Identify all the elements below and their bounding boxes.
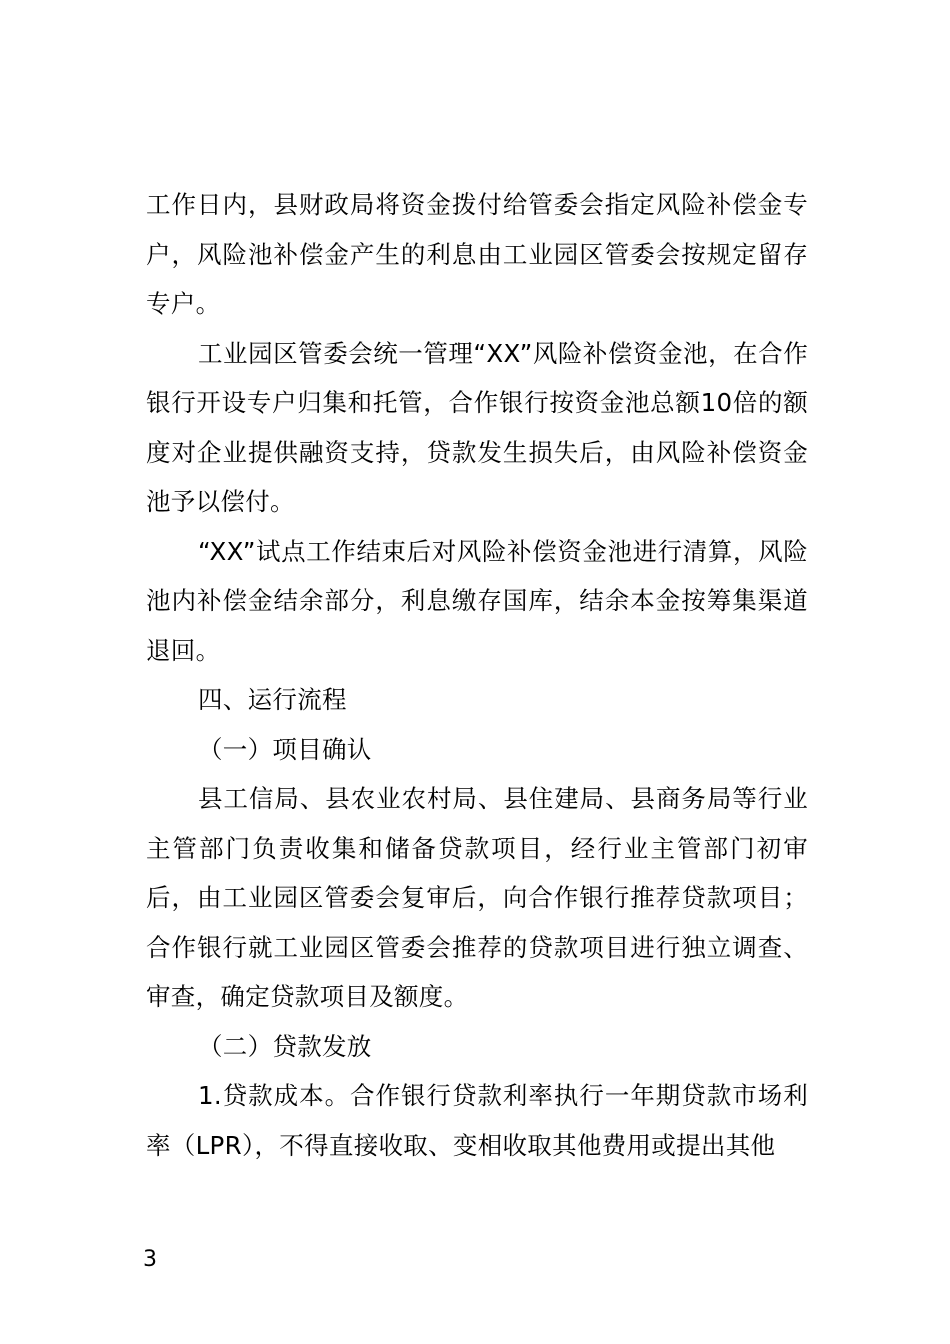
- paragraph-loan-cost: 1.贷款成本。合作银行贷款利率执行一年期贷款市场利率（LPR），不得直接收取、变相收取其他费用或提出其他: [146, 1081, 808, 1160]
- document-body: [146, 180, 808, 1170]
- section-heading-operation-process: 四、运行流程: [198, 685, 347, 714]
- subsection-heading-project-confirmation: （一）项目确认: [198, 734, 372, 764]
- paragraph-pool-liquidation: “XX”试点工作结束后对风险补偿资金池进行清算，风险池内补偿金结余部分，利息缴存国库，结余本金按筹集渠道退回。: [146, 536, 808, 665]
- paragraph-fund-transfer: 工作日内，县财政局将资金拨付给管委会指定风险补偿金专户，风险池补偿金产生的利息由工业园区管委会按规定留存专户。: [146, 190, 808, 318]
- paragraph-fund-pool-management: 工业园区管委会统一管理“XX”风险补偿资金池，在合作银行开设专户归集和托管，合作银行按资金池总额10倍的额度对企业提供融资支持，贷款发生损失后，由风险补偿资金池予以偿付。: [146, 338, 808, 516]
- paragraph-project-confirmation: 县工信局、县农业农村局、县住建局、县商务局等行业主管部门负责收集和储备贷款项目，经行业主管部门初审后，由工业园区管委会复审后，向合作银行推荐贷款项目；合作银行就工业园区管委会推荐的贷款项目进行独立调查、审查，确定贷款项目及额度。: [146, 784, 808, 1011]
- page-number: 3: [143, 1247, 157, 1272]
- subsection-heading-loan-issuance: （二）贷款发放: [198, 1031, 372, 1061]
